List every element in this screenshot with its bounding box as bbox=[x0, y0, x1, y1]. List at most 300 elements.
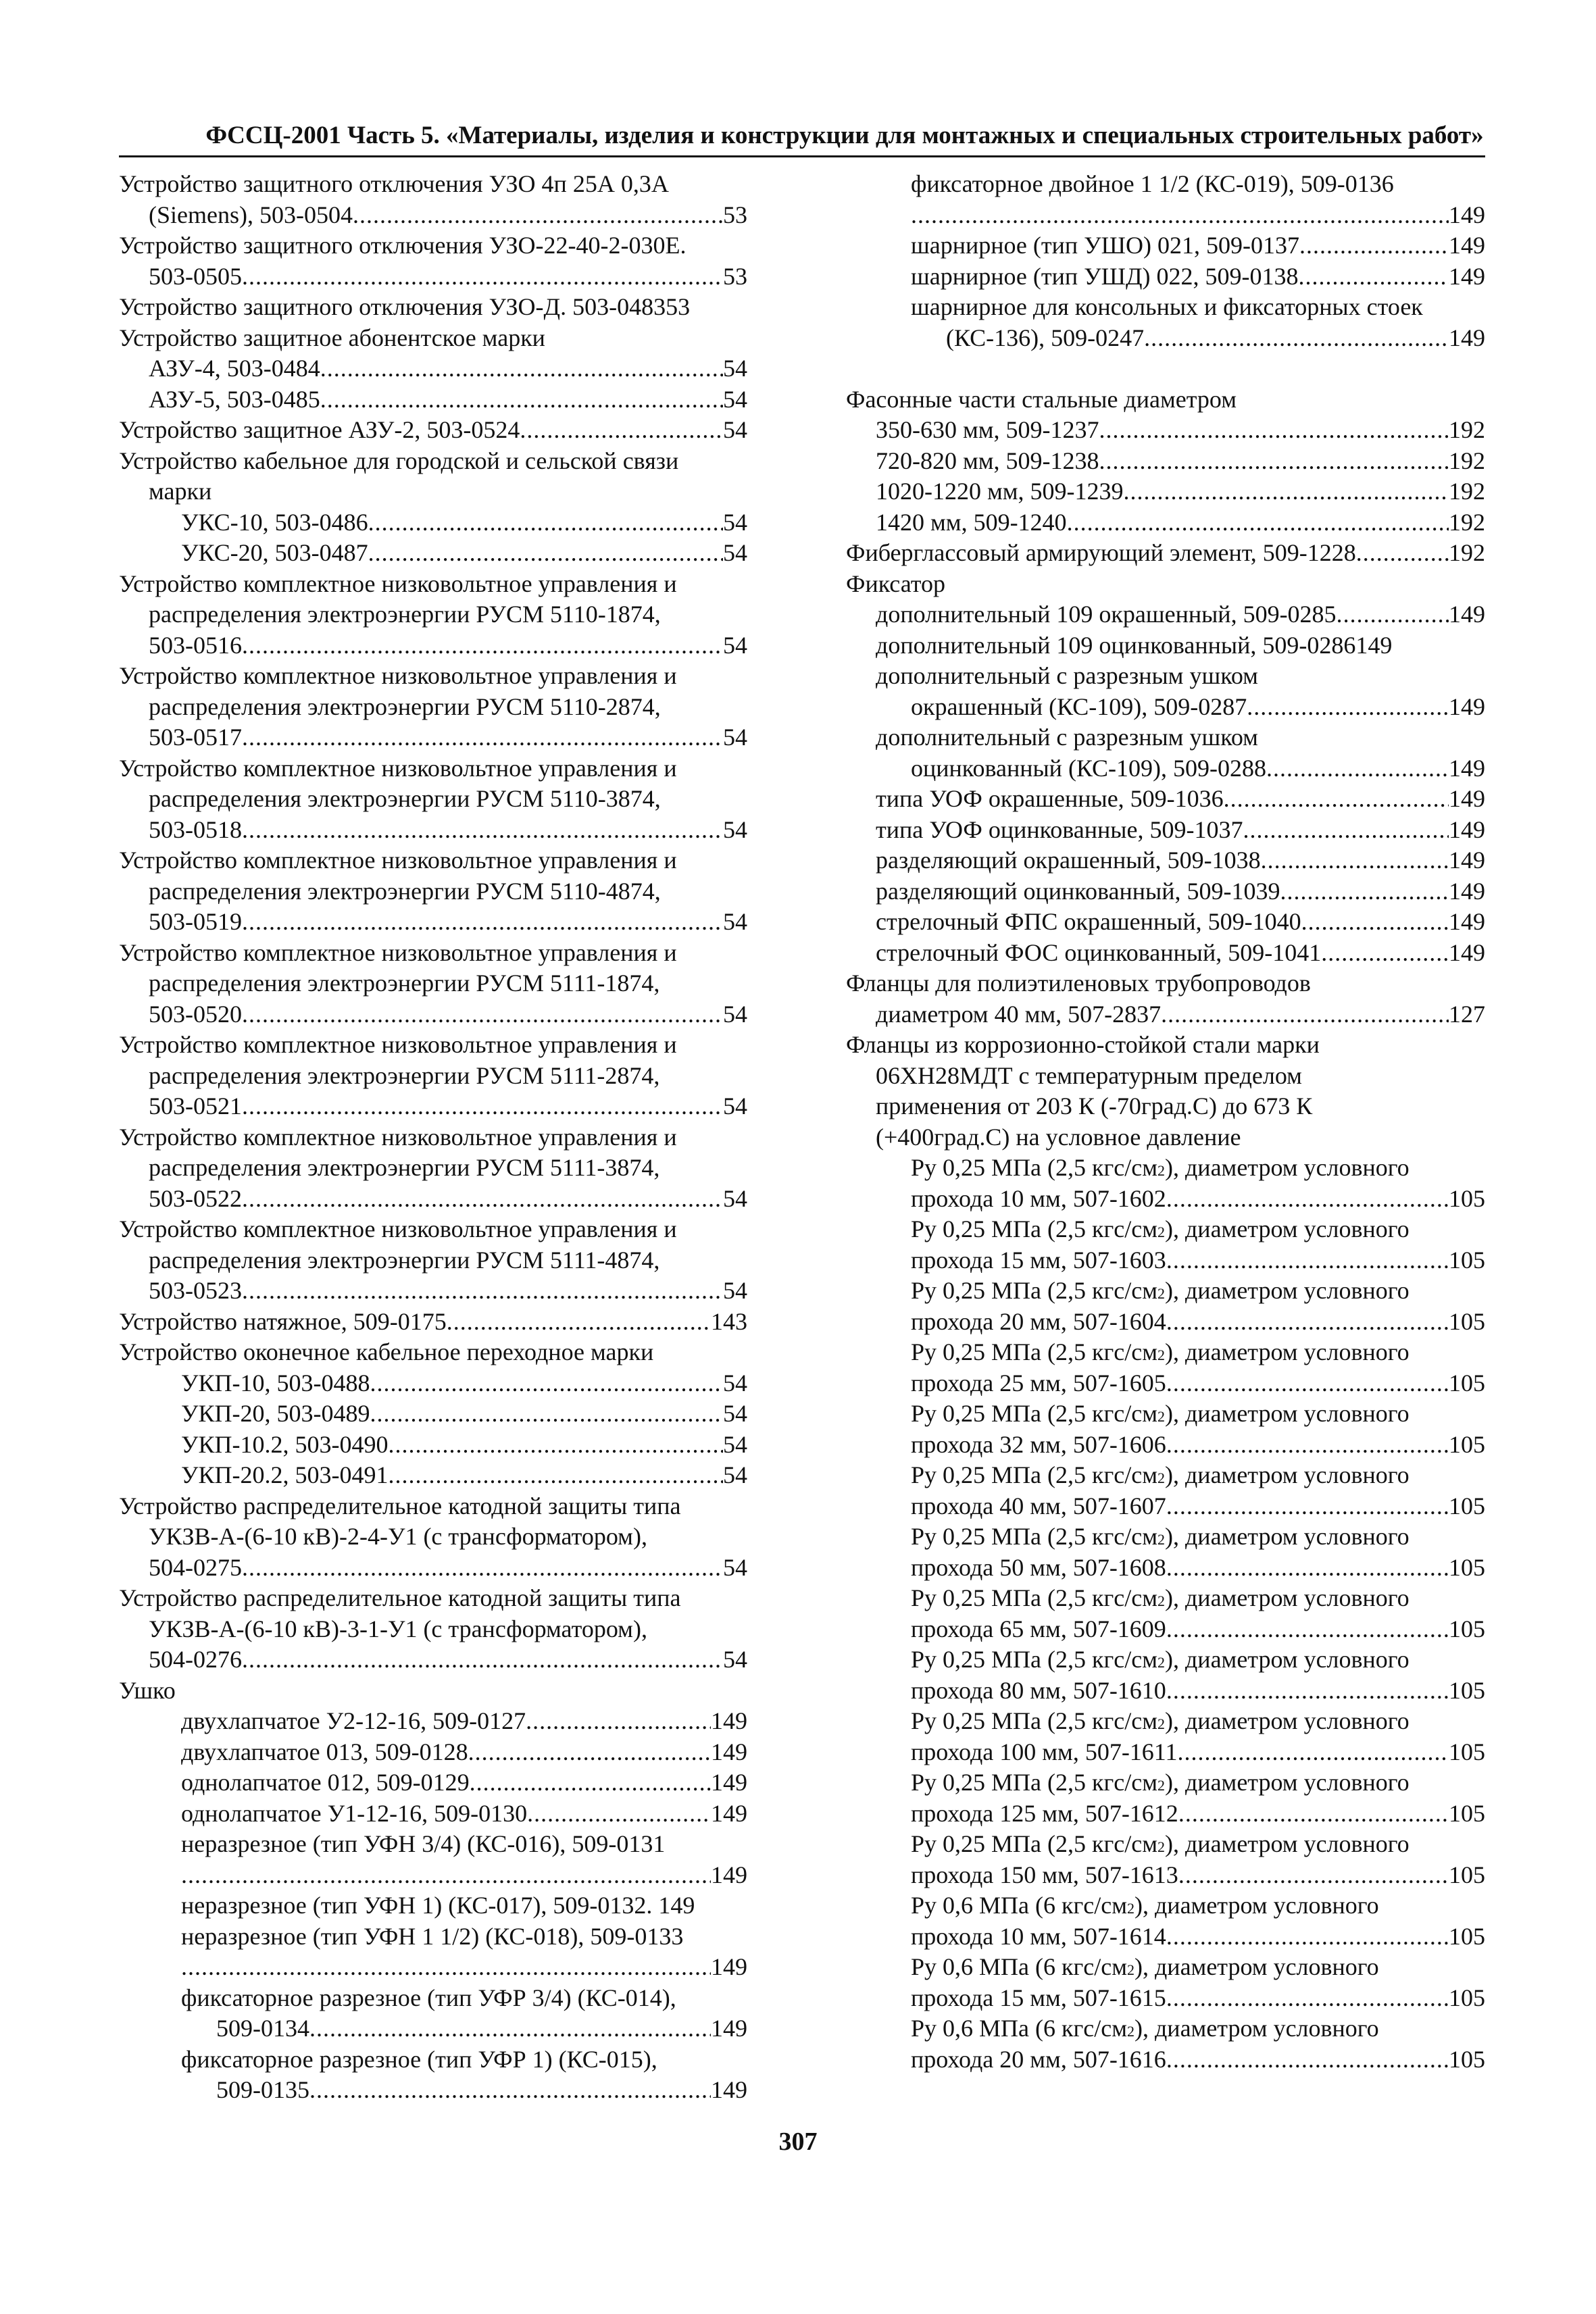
entry-text: Фибергласcовый армирующий элемент, 509-1228 bbox=[846, 539, 1356, 566]
entry-text: распределения электроэнергии РУСМ 5111-3874, bbox=[149, 1154, 660, 1181]
index-entry bbox=[119, 1430, 747, 1461]
entry-text: 503-0520 bbox=[149, 1000, 242, 1028]
index-entry bbox=[119, 599, 747, 630]
dot-leader bbox=[911, 200, 1449, 231]
entry-page-ref: 54 bbox=[723, 1461, 747, 1488]
dot-leader bbox=[242, 907, 723, 938]
entry-text: марки bbox=[149, 478, 212, 505]
index-entry bbox=[846, 938, 1485, 969]
entry-text: Устройство комплектное низковольтное управления и bbox=[119, 570, 677, 597]
page-number: 307 bbox=[778, 2128, 818, 2156]
entry-text: 503-0523 bbox=[149, 1277, 242, 1304]
entry-text: 503-0516 bbox=[149, 631, 242, 659]
index-entry bbox=[846, 1799, 1485, 1830]
index-entry bbox=[119, 1214, 747, 1245]
index-entry bbox=[119, 1521, 747, 1553]
dot-leader bbox=[1178, 1860, 1449, 1891]
entry-text: Устройство комплектное низковольтное управления и bbox=[119, 1123, 677, 1151]
entry-text: распределения электроэнергии РУСМ 5111-4874, bbox=[149, 1246, 660, 1274]
entry-page-ref: 105 bbox=[1449, 1738, 1485, 1765]
index-entry bbox=[119, 968, 747, 999]
dot-leader bbox=[1166, 1307, 1449, 1338]
entry-text: прохода 32 мм, 507-1606 bbox=[911, 1430, 1166, 1458]
dot-leader bbox=[320, 384, 723, 416]
entry-text-tail: ), диаметром условного bbox=[1165, 1830, 1410, 1857]
entry-text: прохода 50 мм, 507-1608 bbox=[911, 1553, 1166, 1581]
dot-leader bbox=[1166, 1676, 1449, 1707]
entry-text: неразрезное (тип УФН 1 1/2) (КС-018), 509-0133 bbox=[181, 1922, 684, 1950]
entry-text: Ру 0,25 МПа (2,5 кгс/см bbox=[911, 1707, 1157, 1734]
index-entry: Ру 0,6 МПа (6 кгс/см 2 ), диаметром условного bbox=[846, 2013, 1485, 2044]
dot-leader bbox=[1337, 599, 1449, 630]
entry-page-ref: 54 bbox=[723, 416, 747, 443]
entry-text: распределения электроэнергии РУСМ 5110-4874, bbox=[149, 877, 661, 905]
entry-text: прохода 20 мм, 507-1616 bbox=[911, 2045, 1166, 2073]
index-entry bbox=[119, 1706, 747, 1737]
entry-text: прохода 40 мм, 507-1607 bbox=[911, 1492, 1166, 1519]
entry-page-ref: 149 bbox=[711, 1799, 747, 1827]
dot-leader bbox=[1067, 507, 1449, 538]
entry-text: Ру 0,25 МПа (2,5 кгс/см bbox=[911, 1338, 1157, 1365]
index-entry bbox=[846, 1676, 1485, 1707]
entry-text: УКЗВ-А-(6-10 кВ)-2-4-У1 (с трансформатором), bbox=[149, 1523, 647, 1550]
entry-text: 503-0518 bbox=[149, 815, 242, 843]
index-entry bbox=[119, 1307, 747, 1338]
index-entry bbox=[846, 1553, 1485, 1584]
index-entry: Ру 0,25 МПа (2,5 кгс/см 2 ), диаметром условного bbox=[846, 1214, 1485, 1245]
entry-text: 503-0517 bbox=[149, 724, 242, 751]
index-entry bbox=[119, 1921, 747, 1953]
entry-page-ref: 54 bbox=[723, 355, 747, 382]
index-entry bbox=[119, 323, 747, 354]
entry-text: Устройство кабельное для городской и сельской связи bbox=[119, 447, 679, 474]
index-entry bbox=[119, 1122, 747, 1153]
entry-text: распределения электроэнергии РУСМ 5110-1874, bbox=[149, 601, 661, 628]
entry-text: УКП-20, 503-0489 bbox=[181, 1400, 370, 1427]
entry-text: прохода 80 мм, 507-1610 bbox=[911, 1676, 1166, 1704]
entry-text-tail: ), диаметром условного bbox=[1165, 1277, 1410, 1304]
entry-text: прохода 100 мм, 507-1611 bbox=[911, 1738, 1178, 1765]
entry-page-ref: 192 bbox=[1449, 447, 1485, 474]
entry-text: Фланцы из коррозионно-стойкой стали марки bbox=[846, 1031, 1320, 1058]
dot-leader bbox=[1356, 538, 1449, 569]
index-entry bbox=[846, 1122, 1485, 1153]
entry-page-ref: 149 bbox=[1449, 262, 1485, 290]
entry-text: шарнирное для консольных и фиксаторных стоек bbox=[911, 293, 1423, 320]
index-entry bbox=[119, 938, 747, 969]
index-entry bbox=[119, 2075, 747, 2106]
index-entry bbox=[846, 1491, 1485, 1522]
entry-page-ref: 149 bbox=[711, 2015, 747, 2042]
index-entry bbox=[119, 1614, 747, 1645]
dot-leader bbox=[1099, 415, 1449, 446]
index-entry bbox=[846, 907, 1485, 938]
dot-leader bbox=[1166, 1184, 1449, 1215]
entry-text: окрашенный (КС-109), 509-0287 bbox=[911, 693, 1247, 720]
entry-text: Ру 0,25 МПа (2,5 кгс/см bbox=[911, 1215, 1157, 1242]
index-entry bbox=[119, 1030, 747, 1061]
entry-text: дополнительный с разрезным ушком bbox=[876, 724, 1258, 751]
entry-page-ref: 54 bbox=[723, 508, 747, 536]
dot-leader bbox=[1224, 784, 1449, 815]
dot-leader bbox=[1247, 692, 1449, 723]
index-entry bbox=[846, 692, 1485, 723]
entry-text: Устройство защитное АЗУ-2, 503-0524 bbox=[119, 416, 520, 443]
entry-page-ref: 149 bbox=[711, 1738, 747, 1765]
entry-text: АЗУ-5, 503-0485 bbox=[149, 385, 320, 413]
entry-text: (+400град.С) на условное давление bbox=[876, 1123, 1241, 1151]
index-entry bbox=[846, 292, 1485, 323]
entry-text-tail: ), диаметром условного bbox=[1165, 1769, 1410, 1796]
index-entry bbox=[119, 200, 747, 231]
entry-page-ref: 143 bbox=[711, 1307, 747, 1335]
entry-text: 504-0275 bbox=[149, 1553, 242, 1581]
entry-text: Фланцы для полиэтиленовых трубопроводов bbox=[846, 970, 1311, 997]
entry-text: Устройство комплектное низковольтное управления и bbox=[119, 662, 677, 689]
entry-page-ref: 149 bbox=[711, 1769, 747, 1796]
index-entry bbox=[846, 1030, 1485, 1061]
entry-page-ref: 192 bbox=[1449, 416, 1485, 443]
index-entry bbox=[119, 261, 747, 293]
entry-text: 1420 мм, 509-1240 bbox=[876, 508, 1067, 536]
entry-text: Ушко bbox=[119, 1676, 176, 1704]
entry-page-ref: 54 bbox=[723, 724, 747, 751]
dot-leader bbox=[181, 1952, 711, 1983]
entry-text: оцинкованный (КС-109), 509-0288 bbox=[911, 754, 1267, 782]
entry-page-ref: 54 bbox=[723, 1092, 747, 1120]
entry-text: диаметром 40 мм, 507-2837 bbox=[876, 1000, 1162, 1028]
entry-page-ref: 54 bbox=[723, 1000, 747, 1028]
index-entry bbox=[119, 1983, 747, 2014]
dot-leader bbox=[242, 1184, 723, 1215]
entry-page-ref: 54 bbox=[723, 1184, 747, 1212]
entry-text: прохода 15 мм, 507-1603 bbox=[911, 1246, 1166, 1274]
index-entry bbox=[119, 1583, 747, 1614]
entry-page-ref: 54 bbox=[723, 1400, 747, 1427]
index-entry bbox=[846, 968, 1485, 999]
entry-page-ref: 192 bbox=[1449, 539, 1485, 566]
index-entry bbox=[119, 1399, 747, 1430]
index-entry bbox=[846, 353, 1485, 384]
index-entry: Ру 0,25 МПа (2,5 кгс/см 2 ), диаметром условного bbox=[846, 1399, 1485, 1430]
index-column-right bbox=[846, 169, 1485, 2075]
index-entry bbox=[846, 538, 1485, 569]
entry-text: Ру 0,25 МПа (2,5 кгс/см bbox=[911, 1277, 1157, 1304]
entry-text: 504-0276 bbox=[149, 1646, 242, 1673]
dot-leader bbox=[388, 1460, 723, 1491]
dot-leader bbox=[520, 415, 723, 446]
dot-leader bbox=[320, 353, 723, 384]
entry-page-ref: 149 bbox=[711, 1707, 747, 1734]
entry-page-ref: 105 bbox=[1449, 1369, 1485, 1397]
entry-page-ref: 105 bbox=[1449, 1184, 1485, 1212]
entry-page-ref: 54 bbox=[723, 1646, 747, 1673]
entry-page-ref: 53 bbox=[723, 262, 747, 290]
entry-text: прохода 10 мм, 507-1614 bbox=[911, 1922, 1166, 1950]
entry-text: прохода 20 мм, 507-1604 bbox=[911, 1307, 1166, 1335]
index-entry bbox=[846, 1091, 1485, 1122]
index-entry bbox=[846, 630, 1485, 661]
entry-text: УКЗВ-А-(6-10 кВ)-3-1-У1 (с трансформатором), bbox=[149, 1615, 647, 1642]
index-entry bbox=[119, 1491, 747, 1522]
entry-text: фиксаторное двойное 1 1/2 (КС-019), 509-0136 bbox=[911, 170, 1394, 197]
index-entry bbox=[846, 1307, 1485, 1338]
index-entry bbox=[846, 1983, 1485, 2014]
index-entry bbox=[846, 1614, 1485, 1645]
index-entry bbox=[119, 784, 747, 815]
dot-leader bbox=[242, 999, 723, 1030]
index-entry bbox=[119, 1860, 747, 1891]
entry-text: Устройство защитного отключения УЗО-Д. 503-048353 bbox=[119, 293, 691, 320]
index-entry bbox=[119, 1890, 747, 1921]
index-entry bbox=[119, 1337, 747, 1368]
index-entry bbox=[846, 1184, 1485, 1215]
index-entry bbox=[119, 1276, 747, 1307]
entry-text: 503-0522 bbox=[149, 1184, 242, 1212]
entry-text: неразрезное (тип УФН 1) (КС-017), 509-0132. 149 bbox=[181, 1892, 695, 1919]
entry-text-tail: ), диаметром условного bbox=[1165, 1523, 1410, 1550]
index-entry bbox=[119, 753, 747, 784]
dot-leader bbox=[1161, 999, 1449, 1030]
entry-page-ref: 149 bbox=[1449, 815, 1485, 843]
dot-leader bbox=[309, 2075, 711, 2106]
index-entry bbox=[846, 661, 1485, 692]
index-entry bbox=[846, 261, 1485, 293]
dot-leader bbox=[1261, 845, 1449, 876]
index-entry bbox=[119, 1153, 747, 1184]
entry-page-ref: 149 bbox=[1449, 324, 1485, 351]
entry-text: дополнительный с разрезным ушком bbox=[876, 662, 1258, 689]
index-entry bbox=[119, 1952, 747, 1983]
entry-page-ref: 149 bbox=[1449, 754, 1485, 782]
entry-text: распределения электроэнергии РУСМ 5110-3874, bbox=[149, 785, 661, 812]
index-entry bbox=[846, 1368, 1485, 1399]
entry-text: фиксаторное разрезное (тип УФР 1) (КС-015), bbox=[181, 2045, 657, 2073]
entry-text: 503-0505 bbox=[149, 262, 242, 290]
index-entry: Ру 0,25 МПа (2,5 кгс/см 2 ), диаметром условного bbox=[846, 1460, 1485, 1491]
index-entry: Ру 0,25 МПа (2,5 кгс/см 2 ), диаметром условного bbox=[846, 1521, 1485, 1553]
entry-page-ref: 105 bbox=[1449, 1861, 1485, 1888]
index-entry bbox=[846, 569, 1485, 600]
entry-text: двухлапчатое У2-12-16, 509-0127 bbox=[181, 1707, 526, 1734]
entry-text: АЗУ-4, 503-0484 bbox=[149, 355, 320, 382]
index-entry bbox=[846, 845, 1485, 876]
index-entry bbox=[846, 384, 1485, 416]
entry-page-ref: 105 bbox=[1449, 1984, 1485, 2011]
entry-text: распределения электроэнергии РУСМ 5111-1874, bbox=[149, 970, 660, 997]
entry-text-tail: ), диаметром условного bbox=[1165, 1646, 1410, 1673]
entry-page-ref: 105 bbox=[1449, 1307, 1485, 1335]
index-entry bbox=[119, 999, 747, 1030]
index-entry bbox=[119, 507, 747, 538]
entry-text: типа УОФ окрашенные, 509-1036 bbox=[876, 785, 1224, 812]
entry-text: типа УОФ оцинкованные, 509-1037 bbox=[876, 815, 1243, 843]
entry-text: Устройство комплектное низковольтное управления и bbox=[119, 1215, 677, 1242]
entry-text: шарнирное (тип УШО) 021, 509-0137 bbox=[911, 232, 1299, 259]
dot-leader bbox=[242, 722, 723, 753]
entry-text: УКП-20.2, 503-0491 bbox=[181, 1461, 389, 1488]
entry-text-tail: ), диаметром условного bbox=[1165, 1707, 1410, 1734]
entry-text: прохода 25 мм, 507-1605 bbox=[911, 1369, 1166, 1397]
index-entry bbox=[846, 1430, 1485, 1461]
entry-text: УКП-10.2, 503-0490 bbox=[181, 1430, 389, 1458]
entry-page-ref: 105 bbox=[1449, 1492, 1485, 1519]
entry-page-ref: 105 bbox=[1449, 1430, 1485, 1458]
entry-page-ref: 54 bbox=[723, 1430, 747, 1458]
index-entry bbox=[846, 2044, 1485, 2076]
index-entry: Ру 0,25 МПа (2,5 кгс/см 2 ), диаметром условного bbox=[846, 1583, 1485, 1614]
entry-text: прохода 65 мм, 507-1609 bbox=[911, 1615, 1166, 1642]
entry-text: Ру 0,25 МПа (2,5 кгс/см bbox=[911, 1523, 1157, 1550]
dot-leader bbox=[388, 1430, 723, 1461]
entry-text-tail: ), диаметром условного bbox=[1165, 1215, 1410, 1242]
entry-text: стрелочный ФПС окрашенный, 509-1040 bbox=[876, 908, 1301, 935]
entry-page-ref: 54 bbox=[723, 385, 747, 413]
entry-text: распределения электроэнергии РУСМ 5110-2874, bbox=[149, 693, 661, 720]
entry-text: Фасонные части стальные диаметром bbox=[846, 385, 1237, 413]
entry-page-ref: 54 bbox=[723, 1553, 747, 1581]
entry-text: Устройство комплектное низковольтное управления и bbox=[119, 754, 677, 782]
entry-page-ref: 149 bbox=[1449, 232, 1485, 259]
index-entry bbox=[119, 692, 747, 723]
entry-text: фиксаторное разрезное (тип УФР 3/4) (КС-014), bbox=[181, 1984, 676, 2011]
index-entry bbox=[846, 169, 1485, 200]
entry-text: Ру 0,6 МПа (6 кгс/см bbox=[911, 1892, 1127, 1919]
index-entry bbox=[119, 569, 747, 600]
index-entry bbox=[119, 446, 747, 477]
entry-page-ref: 149 bbox=[711, 2076, 747, 2103]
entry-text: Устройство защитного отключения УЗО 4п 25А 0,3А bbox=[119, 170, 669, 197]
entry-text: 720-820 мм, 509-1238 bbox=[876, 447, 1099, 474]
entry-text: 509-0135 bbox=[216, 2076, 309, 2103]
entry-page-ref: 105 bbox=[1449, 1799, 1485, 1827]
dot-leader bbox=[1177, 1737, 1449, 1768]
index-entry bbox=[119, 630, 747, 661]
entry-text-tail: ), диаметром условного bbox=[1134, 2015, 1379, 2042]
entry-page-ref: 149 bbox=[711, 1861, 747, 1888]
entry-text: Ру 0,25 МПа (2,5 кгс/см bbox=[911, 1461, 1157, 1488]
index-entry bbox=[846, 1860, 1485, 1891]
dot-leader bbox=[526, 1706, 711, 1737]
index-entry bbox=[119, 1799, 747, 1830]
entry-page-ref: 54 bbox=[723, 815, 747, 843]
index-entry bbox=[846, 507, 1485, 538]
entry-text: Устройство комплектное низковольтное управления и bbox=[119, 847, 677, 874]
index-entry bbox=[119, 1644, 747, 1676]
dot-leader bbox=[1099, 446, 1449, 477]
index-entry bbox=[846, 1737, 1485, 1768]
dot-leader bbox=[242, 1644, 723, 1676]
entry-text: дополнительный 109 оцинкованный, 509-0286149 bbox=[876, 631, 1393, 659]
dot-leader bbox=[470, 1767, 711, 1799]
entry-page-ref: 149 bbox=[1449, 908, 1485, 935]
entry-text: 350-630 мм, 509-1237 bbox=[876, 416, 1099, 443]
dot-leader bbox=[1299, 230, 1449, 261]
dot-leader bbox=[1166, 1368, 1449, 1399]
index-entry bbox=[846, 446, 1485, 477]
entry-text: однолапчатое У1-12-16, 509-0130 bbox=[181, 1799, 528, 1827]
index-entry bbox=[119, 1368, 747, 1399]
entry-text: Устройство натяжное, 509-0175 bbox=[119, 1307, 447, 1335]
dot-leader bbox=[1166, 1245, 1449, 1276]
dot-leader bbox=[447, 1307, 711, 1338]
entry-page-ref: 192 bbox=[1449, 478, 1485, 505]
index-column-left bbox=[119, 169, 747, 2106]
index-entry bbox=[846, 784, 1485, 815]
index-entry bbox=[846, 476, 1485, 507]
index-entry: Ру 0,25 МПа (2,5 кгс/см 2 ), диаметром условного bbox=[846, 1276, 1485, 1307]
index-entry bbox=[119, 907, 747, 938]
entry-page-ref: 54 bbox=[723, 539, 747, 566]
entry-text: Ру 0,6 МПа (6 кгс/см bbox=[911, 1953, 1127, 1980]
dot-leader bbox=[370, 1399, 723, 1430]
entry-text: Устройство защитного отключения УЗО-22-40-2-030Е. bbox=[119, 232, 687, 259]
entry-text: Ру 0,25 МПа (2,5 кгс/см bbox=[911, 1400, 1157, 1427]
dot-leader bbox=[1166, 1614, 1449, 1645]
index-entry bbox=[119, 1553, 747, 1584]
entry-text: распределения электроэнергии РУСМ 5111-2874, bbox=[149, 1061, 660, 1089]
entry-text: (Siemens), 503-0504 bbox=[149, 201, 353, 228]
index-entry bbox=[846, 999, 1485, 1030]
index-entry bbox=[846, 323, 1485, 354]
index-entry bbox=[846, 876, 1485, 907]
index-entry bbox=[119, 230, 747, 261]
index-entry bbox=[119, 1245, 747, 1276]
dot-leader bbox=[1166, 1553, 1449, 1584]
entry-text: стрелочный ФОС оцинкованный, 509-1041 bbox=[876, 938, 1322, 966]
entry-page-ref: 105 bbox=[1449, 1246, 1485, 1274]
index-entry bbox=[119, 1676, 747, 1707]
index-entry: Ру 0,25 МПа (2,5 кгс/см 2 ), диаметром условного bbox=[846, 1337, 1485, 1368]
index-entry bbox=[846, 200, 1485, 231]
entry-text: Устройство оконечное кабельное переходное марки bbox=[119, 1338, 654, 1365]
entry-page-ref: 105 bbox=[1449, 1922, 1485, 1950]
dot-leader bbox=[309, 2013, 711, 2044]
dot-leader bbox=[1124, 476, 1449, 507]
index-entry bbox=[119, 538, 747, 569]
entry-text: 503-0519 bbox=[149, 908, 242, 935]
index-entry bbox=[119, 2013, 747, 2044]
entry-text: Ру 0,6 МПа (6 кгс/см bbox=[911, 2015, 1127, 2042]
entry-text: прохода 15 мм, 507-1615 bbox=[911, 1984, 1166, 2011]
dot-leader bbox=[242, 815, 723, 846]
index-entry bbox=[846, 1061, 1485, 1092]
dot-leader bbox=[1166, 1983, 1449, 2014]
entry-text-tail: ), диаметром условного bbox=[1134, 1953, 1379, 1980]
index-entry bbox=[119, 1460, 747, 1491]
entry-text: УКП-10, 503-0488 bbox=[181, 1369, 370, 1397]
entry-text: разделяющий оцинкованный, 509-1039 bbox=[876, 877, 1280, 905]
index-entry: Ру 0,25 МПа (2,5 кгс/см 2 ), диаметром условного bbox=[846, 1767, 1485, 1799]
entry-text: 509-0134 bbox=[216, 2015, 309, 2042]
dot-leader bbox=[468, 1737, 711, 1768]
index-entry bbox=[846, 722, 1485, 753]
entry-text: Ру 0,25 МПа (2,5 кгс/см bbox=[911, 1584, 1157, 1611]
index-entry bbox=[119, 815, 747, 846]
index-entry bbox=[119, 353, 747, 384]
entry-text: шарнирное (тип УШД) 022, 509-0138 bbox=[911, 262, 1299, 290]
index-entry bbox=[119, 2044, 747, 2076]
entry-text: 06ХН28МДТ с температурным пределом bbox=[876, 1061, 1302, 1089]
entry-text: Устройство комплектное низковольтное управления и bbox=[119, 1031, 677, 1058]
dot-leader bbox=[368, 538, 723, 569]
index-entry bbox=[119, 1184, 747, 1215]
entry-text: дополнительный 109 окрашенный, 509-0285 bbox=[876, 601, 1337, 628]
dot-leader bbox=[353, 200, 723, 231]
dot-leader bbox=[242, 261, 723, 293]
dot-leader bbox=[242, 1553, 723, 1584]
index-entry bbox=[846, 1245, 1485, 1276]
